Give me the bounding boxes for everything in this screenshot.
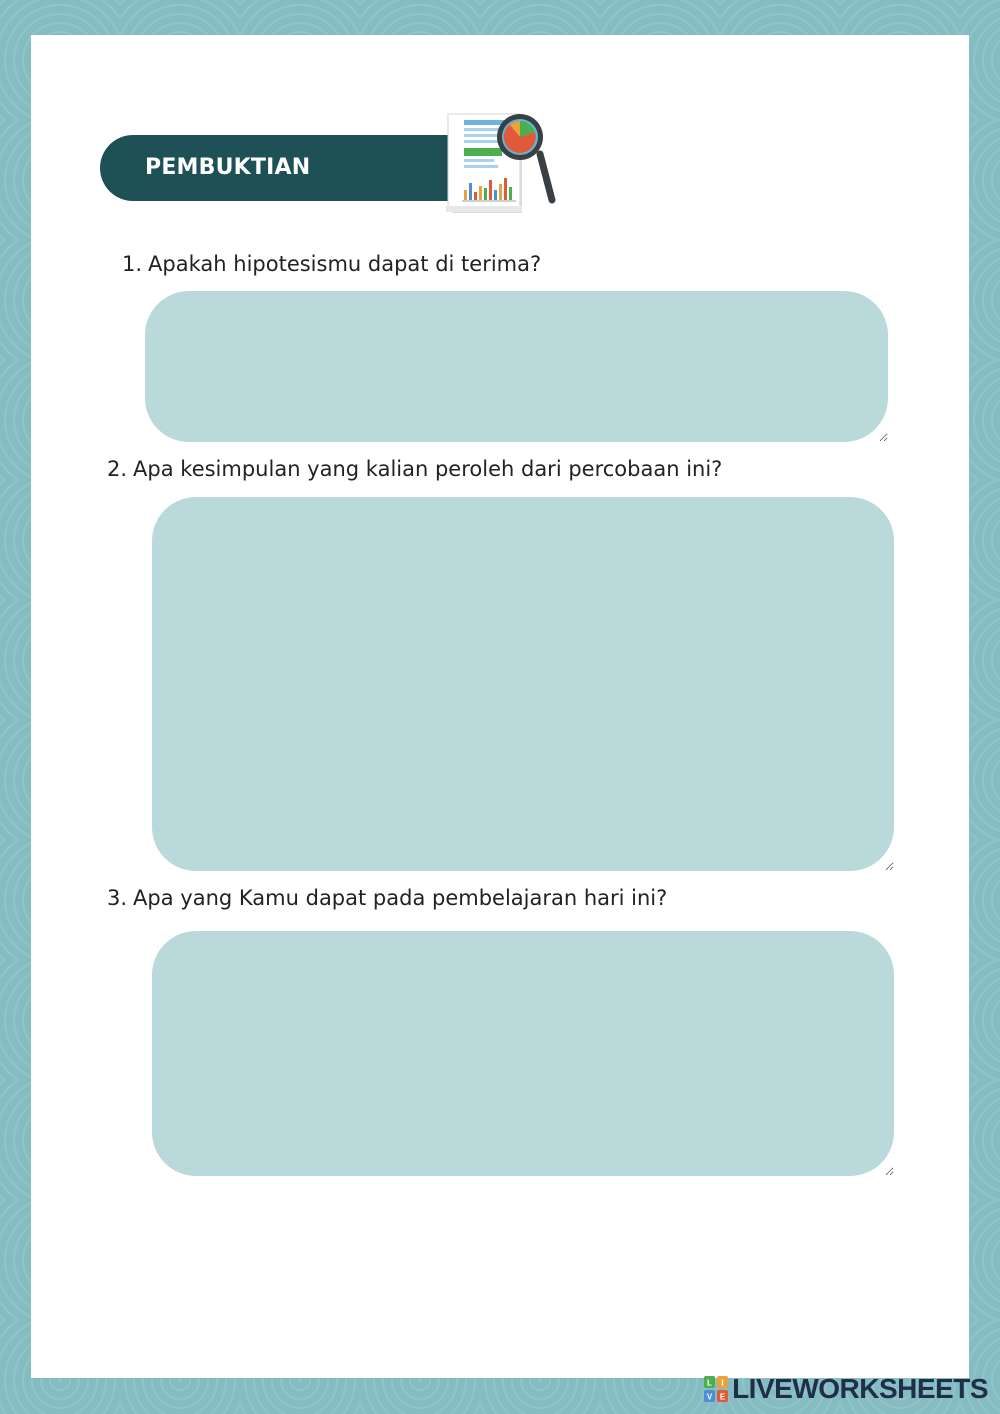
question-2-text: Apa kesimpulan yang kalian peroleh dari percobaan ini? <box>133 457 723 481</box>
question-1-text: Apakah hipotesismu dapat di terima? <box>148 252 542 276</box>
answer-box-1[interactable] <box>145 291 888 442</box>
logo-letter-i: I <box>721 1378 724 1388</box>
liveworksheets-logo[interactable] <box>704 1374 988 1404</box>
question-1 <box>122 252 541 276</box>
question-3-number: 3. <box>107 886 128 910</box>
liveworksheets-brand-text: LIVEWORKSHEETS <box>732 1373 988 1404</box>
logo-letter-l: L <box>707 1378 713 1388</box>
section-title: PEMBUKTIAN <box>145 155 311 180</box>
answer-box-3[interactable] <box>152 931 894 1176</box>
section-banner <box>100 135 472 201</box>
question-1-number: 1. <box>122 252 143 276</box>
liveworksheets-logo-icon <box>704 1376 728 1402</box>
answer-box-2[interactable] <box>152 497 894 871</box>
question-2 <box>107 457 722 481</box>
question-3 <box>107 886 667 910</box>
question-3-text: Apa yang Kamu dapat pada pembelajaran hari ini? <box>133 886 668 910</box>
report-magnifier-icon <box>440 108 565 218</box>
question-2-number: 2. <box>107 457 128 481</box>
logo-letter-e: E <box>719 1392 726 1402</box>
logo-letter-v: V <box>706 1392 713 1402</box>
